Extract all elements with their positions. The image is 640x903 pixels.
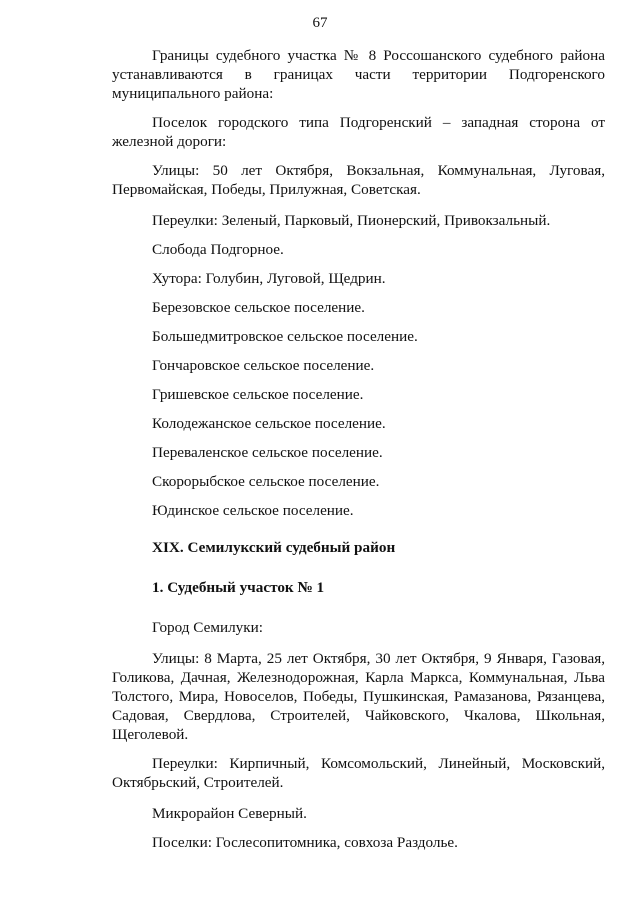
- line-microdistrict: Микрорайон Северный.: [152, 805, 307, 822]
- paragraph-streets-podgorensky: Улицы: 50 лет Октября, Вокзальная, Коммунальная, Луговая, Первомайская, Победы, Прилужная, Советская.: [112, 162, 605, 198]
- line-sloboda: Слобода Подгорное.: [152, 241, 284, 258]
- line-settlement-berezovskoe: Березовское сельское поселение.: [152, 299, 365, 316]
- line-khutora: Хутора: Голубин, Луговой, Щедрин.: [152, 270, 386, 287]
- subsection-heading: 1. Судебный участок № 1: [152, 579, 325, 596]
- section-heading: XIX. Семилукский судебный район: [152, 539, 396, 556]
- page-number: 67: [312, 15, 328, 31]
- paragraph-streets-semiluki: Улицы: 8 Марта, 25 лет Октября, 30 лет Октября, 9 Января, Газовая, Голикова, Дачная, Железнодорожная, Карла Маркса, Коммунальная, Льва Толстого, Мира, Новоселов, Победы, Пушкинская, Рамазанова, Рязанцева, Садовая, Свердлова, Строителей, Чайковского, Чкалова, Школьная, Щеголевой.: [112, 650, 605, 743]
- line-settlement-bolshedmitrovskoe: Большедмитровское сельское поселение.: [152, 328, 418, 345]
- paragraph-court-boundaries: Границы судебного участка № 8 Россошанского судебного района устанавливаются в границах части территории Подгоренского муниципального района:: [112, 47, 605, 102]
- line-settlement-perevalenskoe: Переваленское сельское поселение.: [152, 444, 383, 461]
- line-settlements-semiluki: Поселки: Гослесопитомника, совхоза Раздолье.: [152, 834, 458, 851]
- line-settlement-grishevskoe: Гришевское сельское поселение.: [152, 386, 364, 403]
- line-settlement-yudinskoe: Юдинское сельское поселение.: [152, 502, 354, 519]
- paragraph-lanes-semiluki: Переулки: Кирпичный, Комсомольский, Линейный, Московский, Октябрьский, Строителей.: [112, 755, 605, 791]
- line-lanes-podgorensky: Переулки: Зеленый, Парковый, Пионерский, Привокзальный.: [152, 212, 551, 229]
- line-settlement-goncharovskoe: Гончаровское сельское поселение.: [152, 357, 375, 374]
- line-city-semiluki: Город Семилуки:: [152, 619, 264, 636]
- line-settlement-kolodezhanskoe: Колодежанское сельское поселение.: [152, 415, 386, 432]
- paragraph-settlement-podgorensky: Поселок городского типа Подгоренский – западная сторона от железной дороги:: [112, 114, 605, 150]
- line-settlement-skororybskoe: Скорорыбское сельское поселение.: [152, 473, 380, 490]
- document-body: [112, 46, 605, 862]
